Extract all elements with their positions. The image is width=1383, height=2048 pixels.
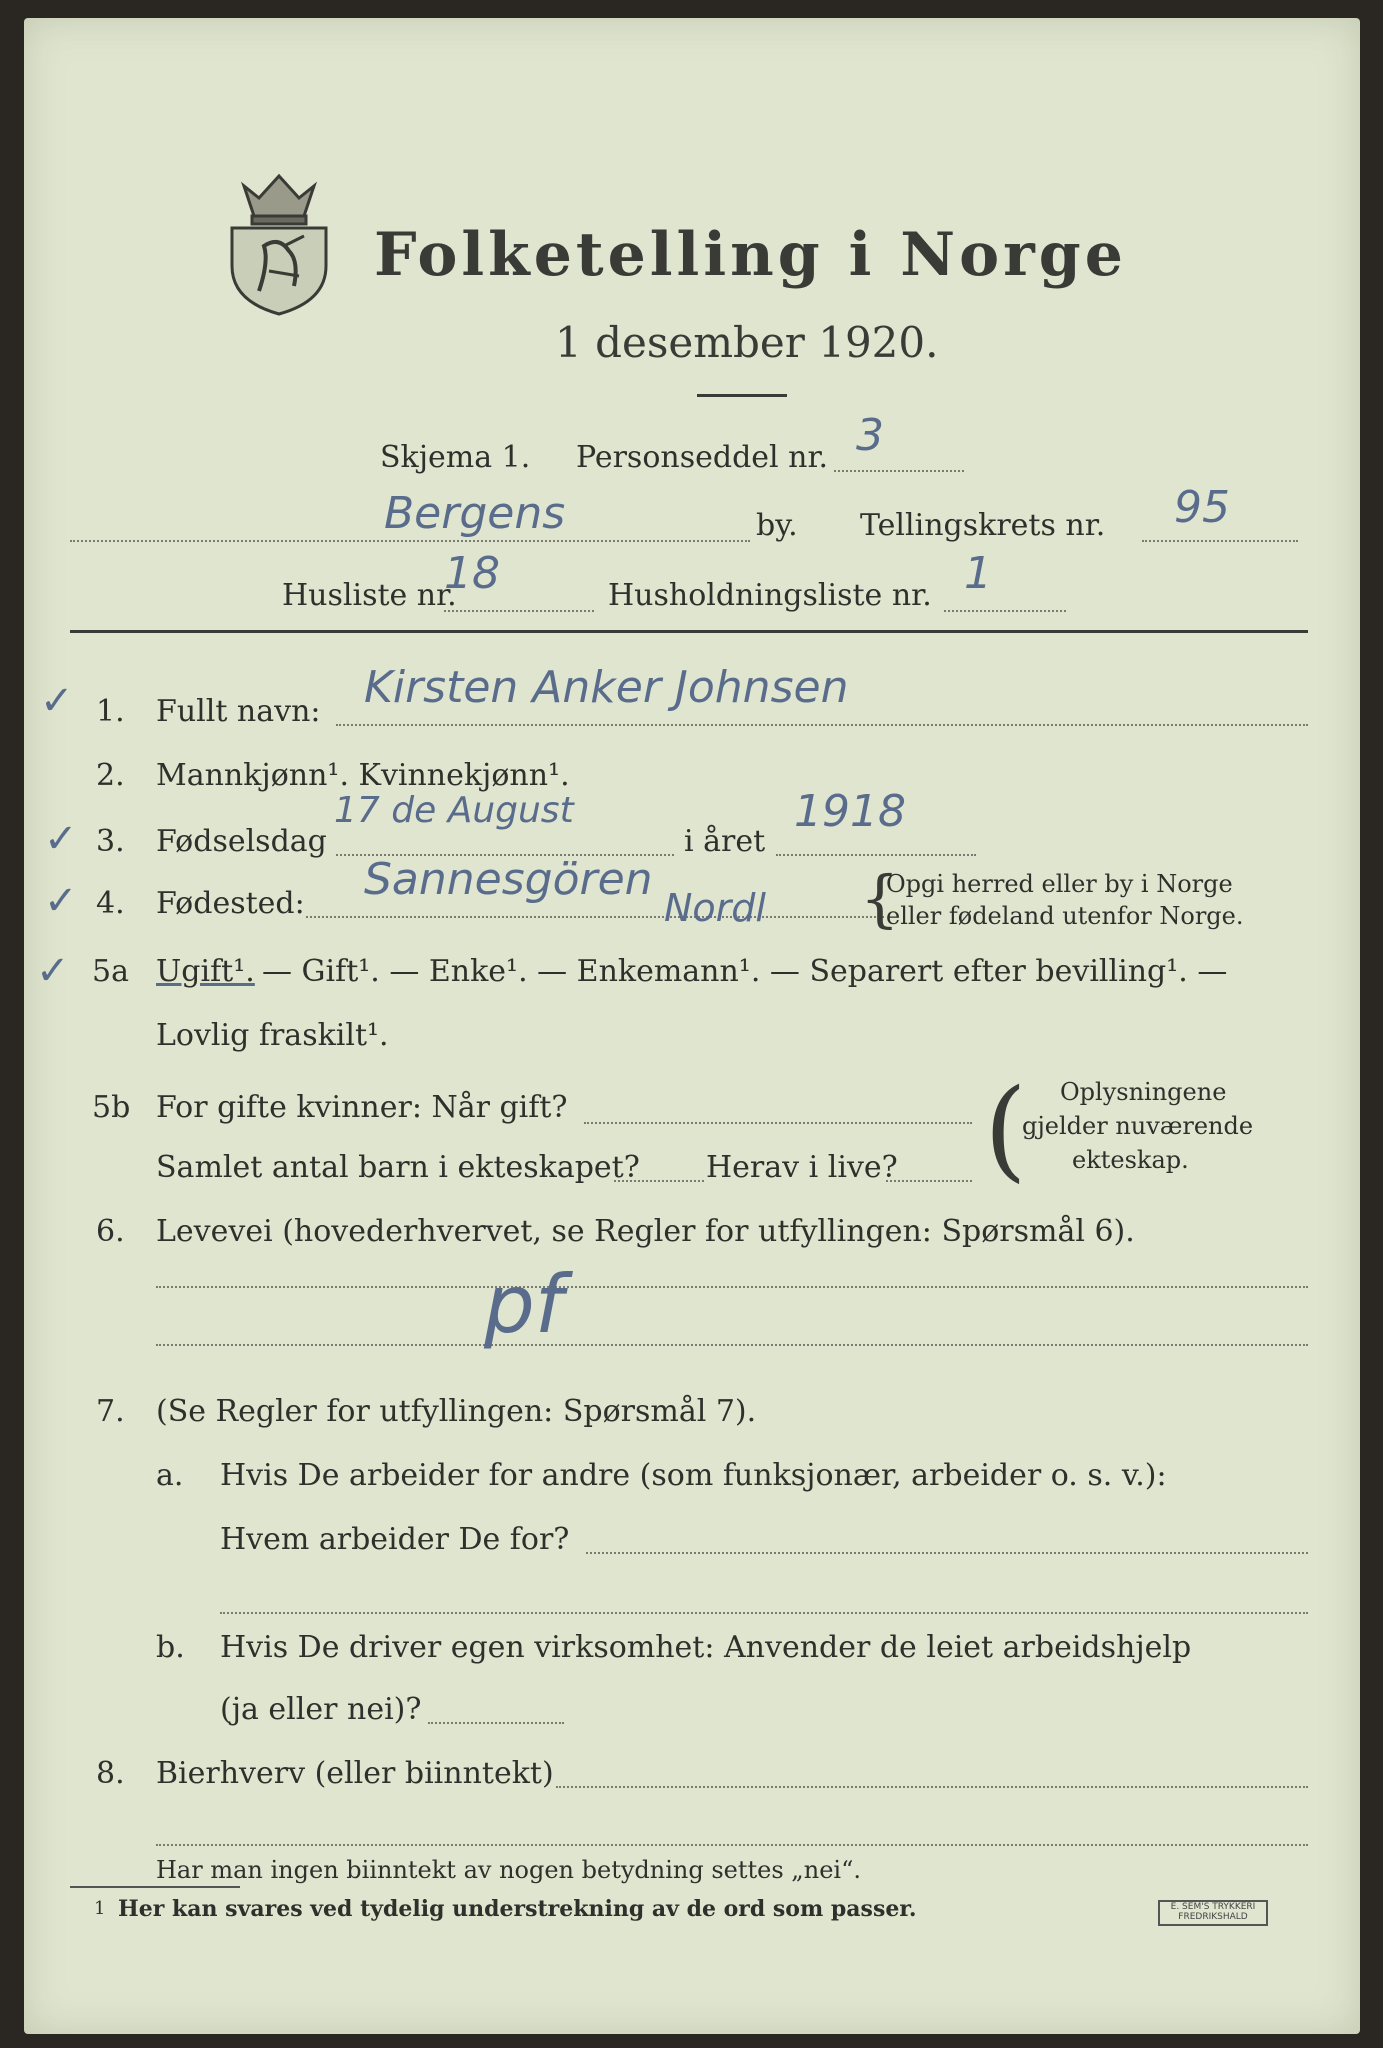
q5a-line-2: Lovlig fraskilt¹. — [156, 1018, 389, 1053]
husholdning-line — [944, 610, 1066, 612]
header-rule — [70, 630, 1308, 633]
q2-number: 2. — [96, 758, 125, 793]
title-divider — [697, 394, 787, 397]
check-mark-icon: ✓ — [44, 816, 78, 862]
q7b-letter: b. — [156, 1630, 185, 1665]
personseddel-line — [834, 470, 964, 472]
husliste-line — [444, 610, 594, 612]
q7b-label: (ja eller nei)? — [220, 1692, 422, 1727]
q7b-line — [428, 1722, 564, 1724]
q4-value-2: Nordl — [664, 886, 766, 930]
q7-text: (Se Regler for utfyllingen: Spørsmål 7). — [156, 1394, 757, 1429]
q6-line-1 — [156, 1286, 1308, 1288]
q4-note-1: Opgi herred eller by i Norge — [886, 870, 1233, 898]
q5b-alive-line — [886, 1180, 972, 1182]
q7-number: 7. — [96, 1394, 125, 1429]
q8-number: 8. — [96, 1756, 125, 1791]
husliste-label: Husliste nr. — [282, 578, 457, 613]
q3-year-value: 1918 — [794, 786, 906, 837]
q4-line — [306, 916, 884, 918]
q5b-children-line — [614, 1180, 704, 1182]
q8-note: Har man ingen biinntekt av nogen betydning settes „nei“. — [156, 1856, 861, 1884]
census-form — [24, 18, 1360, 2034]
check-mark-icon: ✓ — [36, 948, 70, 994]
check-mark-icon: ✓ — [40, 678, 74, 724]
q1-label: Fullt navn: — [156, 694, 321, 729]
q5b-note-1: Oplysningene — [1060, 1078, 1227, 1106]
q1-number: 1. — [96, 694, 125, 729]
skjema-label: Skjema 1. — [380, 440, 531, 475]
form-date: 1 desember 1920. — [555, 318, 939, 367]
by-line — [70, 540, 750, 542]
q8-line-1 — [556, 1786, 1308, 1788]
q6-number: 6. — [96, 1214, 125, 1249]
brace-icon: { — [860, 862, 900, 935]
q5a-options: — Gift¹. — Enke¹. — Enkemann¹. — Separert efter bevilling¹. — — [262, 954, 1228, 989]
q5a-number: 5a — [92, 954, 129, 989]
footnote-text: Her kan svares ved tydelig understrekning av de ord som passer. — [118, 1896, 917, 1922]
q5b-married-label: For gifte kvinner: Når gift? — [156, 1090, 568, 1125]
q7a-text: Hvis De arbeider for andre (som funksjonær, arbeider o. s. v.): — [220, 1458, 1167, 1493]
q7b-text: Hvis De driver egen virksomhet: Anvender de leiet arbeidshjelp — [220, 1630, 1192, 1665]
tellingskrets-label: Tellingskrets nr. — [860, 508, 1106, 543]
husliste-value: 18 — [444, 548, 500, 599]
q3-label: Fødselsdag — [156, 824, 327, 859]
q8-line-2 — [156, 1844, 1308, 1846]
q4-number: 4. — [96, 886, 125, 921]
footnote-rule — [70, 1886, 240, 1888]
by-label: by. — [756, 508, 798, 543]
q1-value: Kirsten Anker Johnsen — [364, 662, 849, 713]
q5b-children-label: Samlet antal barn i ekteskapet? — [156, 1150, 640, 1185]
q4-note-2: eller fødeland utenfor Norge. — [886, 902, 1244, 930]
footnote-mark: 1 — [94, 1898, 106, 1919]
q6-text: Levevei (hovederhvervet, se Regler for utfyllingen: Spørsmål 6). — [156, 1214, 1135, 1249]
tellingskrets-value: 95 — [1174, 482, 1230, 533]
q5a-ugift: Ugift¹. — [156, 954, 255, 989]
check-mark-icon: ✓ — [44, 878, 78, 924]
q8-label: Bierhverv (eller biinntekt) — [156, 1756, 554, 1791]
q7a-label: Hvem arbeider De for? — [220, 1522, 570, 1557]
q3-number: 3. — [96, 824, 125, 859]
q7a-line-1 — [586, 1552, 1308, 1554]
printer-stamp-line-2: FREDRIKSHALD — [1178, 1912, 1248, 1922]
husholdning-label: Husholdningsliste nr. — [608, 578, 932, 613]
personseddel-label: Personseddel nr. — [576, 440, 829, 475]
q5b-note-3: ekteskap. — [1072, 1146, 1189, 1174]
printer-stamp — [1158, 1900, 1268, 1926]
q5b-number: 5b — [92, 1090, 131, 1125]
q5b-alive-label: Herav i live? — [706, 1150, 898, 1185]
husholdning-value: 1 — [964, 548, 992, 599]
q4-value: Sannesgören — [364, 854, 653, 905]
q2-text: Mannkjønn¹. Kvinnekjønn¹. — [156, 758, 570, 793]
q7a-line-2 — [220, 1612, 1308, 1614]
form-title: Folketelling i Norge — [374, 220, 1127, 290]
q1-line — [336, 724, 1308, 726]
q7a-letter: a. — [156, 1458, 184, 1493]
q4-label: Fødested: — [156, 886, 305, 921]
q3-year-label: i året — [684, 824, 766, 859]
q6-value: pf — [484, 1258, 563, 1351]
printer-stamp-line-1: E. SEM'S TRYKKERI — [1170, 1902, 1256, 1912]
q3-year-line — [776, 854, 976, 856]
by-value: Bergens — [384, 488, 566, 539]
q5b-married-line — [584, 1122, 972, 1124]
coat-of-arms-icon — [224, 166, 334, 316]
personseddel-value: 3 — [856, 410, 884, 461]
q3-day-value: 17 de August — [334, 790, 574, 831]
q6-line-2 — [156, 1344, 1308, 1346]
brace-icon: ( — [984, 1065, 1027, 1193]
tellingskrets-line — [1142, 540, 1298, 542]
q5b-note-2: gjelder nuværende — [1022, 1112, 1254, 1140]
